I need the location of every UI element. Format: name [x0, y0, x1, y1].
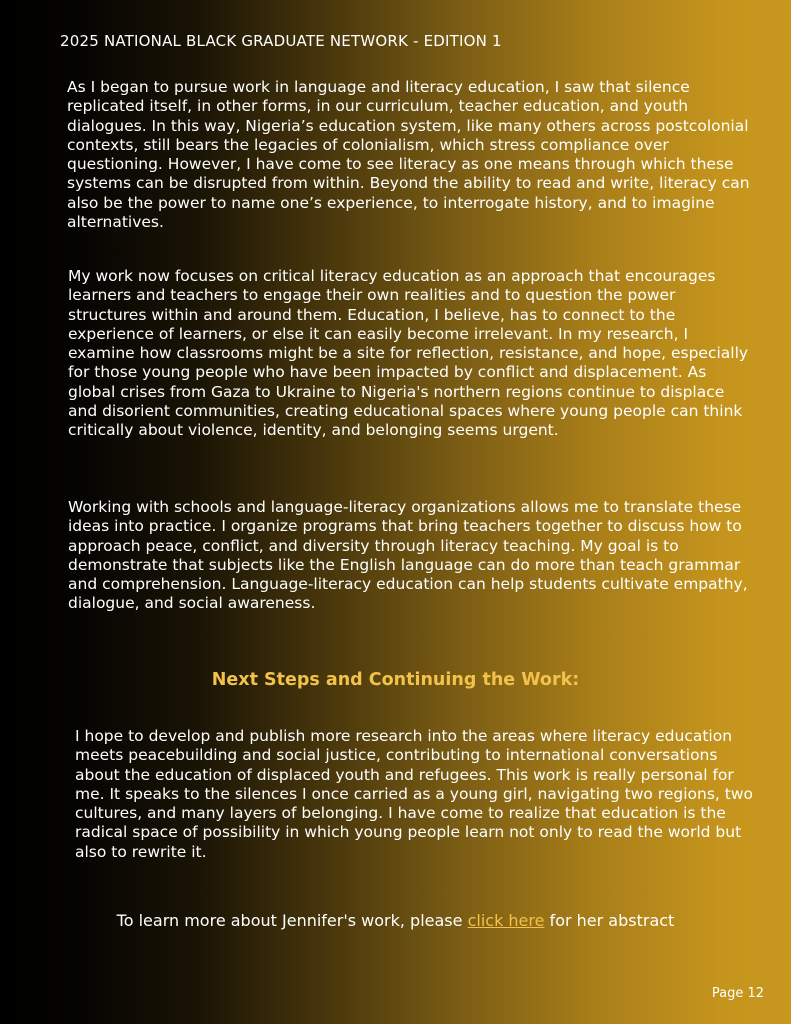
section-heading-next-steps: Next Steps and Continuing the Work: [211, 670, 580, 690]
publication-header: 2025 NATIONAL BLACK GRADUATE NETWORK - EDITION 1 [60, 32, 502, 50]
learn-more-prefix: To learn more about Jennifer's work, please [116, 911, 468, 930]
page-number: Page 12 [711, 986, 764, 1001]
body-paragraph-2: My work now focuses on critical literacy education as an approach that encourages learners and teachers to engage their own realities and to question the power structures within and around them. Education, I believe, has to connect to the experience of learners, or else it can easily become irrelevant. In my research, I examine how classrooms might be a site for reflection, resistance, and hope, especially for those young people who have been impacted by conflict and displacement. As global crises from Gaza to Ukraine to Nigeria's northern regions continue to displace and disorient communities, creating educational spaces where young people can think critically about violence, identity, and belonging seems urgent. [68, 267, 749, 440]
closing-paragraph: I hope to develop and publish more research into the areas where literacy education meets peacebuilding and social justice, contributing to international conversations about the education of displaced youth and refugees. This work is really personal for me. It speaks to the silences I once carried as a young girl, navigating two regions, two cultures, and many layers of belonging. I have come to realize that education is the radical space of possibility in which young people learn not only to read the world but also to rewrite it. [75, 727, 753, 861]
abstract-link[interactable]: click here [467, 911, 545, 930]
body-paragraph-3: Working with schools and language-literacy organizations allows me to translate these ideas into practice. I organize programs that bring teachers together to discuss how to approach peace, conflict, and diversity through literacy teaching. My goal is to demonstrate that subjects like the English language can do more than teach grammar and comprehension. Language-literacy education can help students cultivate empathy, dialogue, and social awareness. [68, 498, 748, 613]
learn-more-suffix: for her abstract [544, 911, 675, 930]
body-paragraph-1: As I began to pursue work in language and literacy education, I saw that silence replicated itself, in other forms, in our curriculum, teacher education, and youth dialogues. In this way, Nigeria’s education system, like many others across postcolonial contexts, still bears the legacies of colonialism, which stress compliance over questioning. However, I have come to see literacy as one means through which these systems can be disrupted from within. Beyond the ability to read and write, literacy can also be the power to name one’s experience, to interrogate history, and to imagine alternatives. [67, 78, 750, 232]
learn-more-line [0, 910, 791, 932]
